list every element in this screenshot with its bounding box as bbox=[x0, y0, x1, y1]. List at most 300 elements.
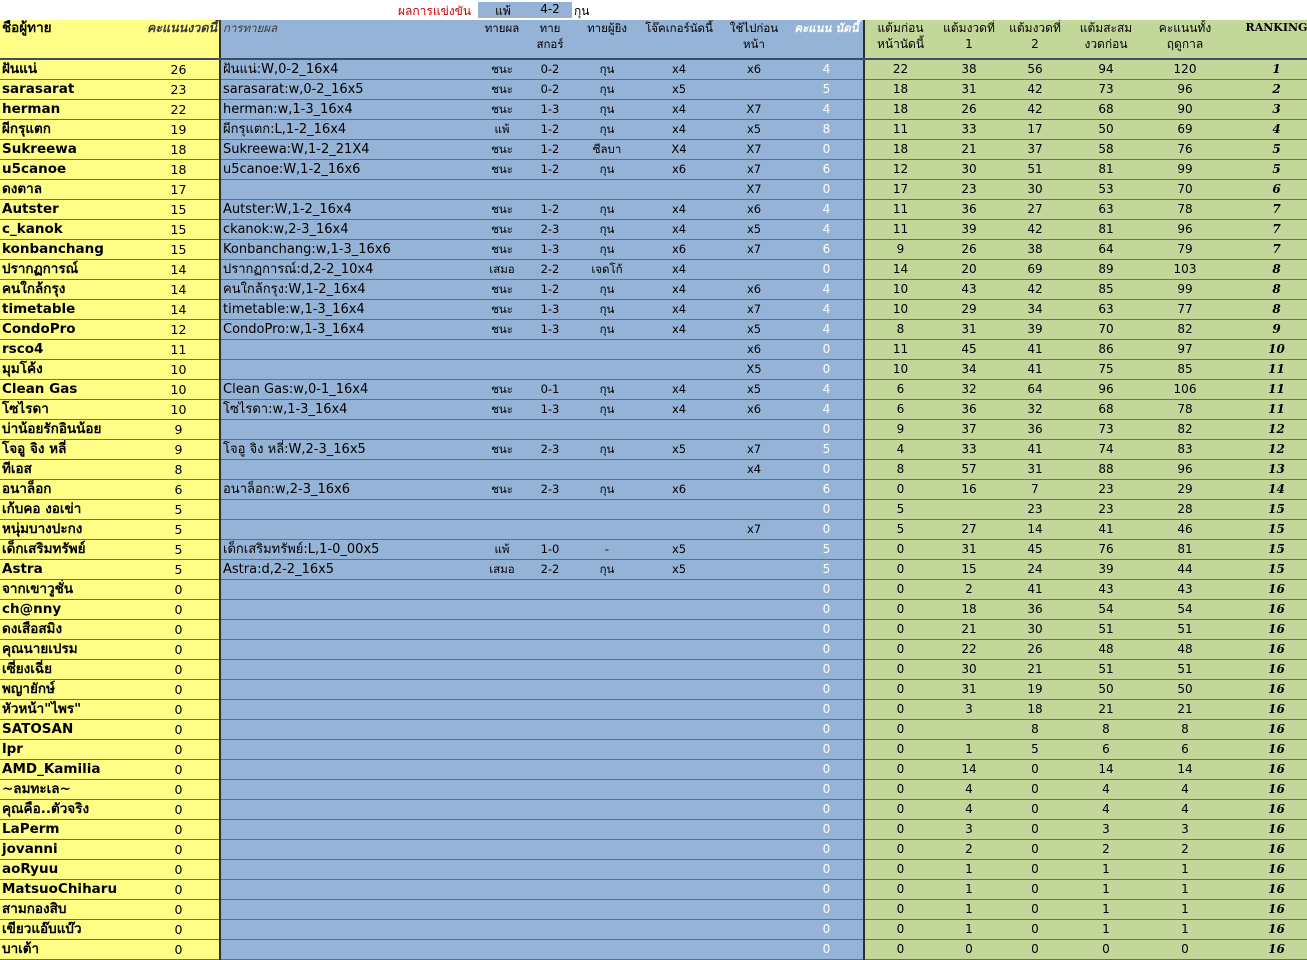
row-prediction[interactable]: คนใกล้กรุง:W,1-2_16x4 bbox=[220, 280, 478, 300]
row-name[interactable]: คุณคือ..ตัวจริง bbox=[0, 800, 138, 820]
row-points-today[interactable]: 4 bbox=[790, 100, 864, 120]
row-round1[interactable] bbox=[936, 720, 1002, 740]
row-joker-used[interactable] bbox=[718, 420, 790, 440]
row-points-today[interactable]: 0 bbox=[790, 500, 864, 520]
row-season[interactable]: 99 bbox=[1144, 160, 1226, 180]
row-guess-side[interactable]: ซีลบา bbox=[574, 140, 640, 160]
row-accum[interactable]: 51 bbox=[1068, 620, 1144, 640]
row-joker-used[interactable] bbox=[718, 560, 790, 580]
row-guess-result[interactable] bbox=[478, 760, 526, 780]
row-name[interactable]: หนุ่มบางปะกง bbox=[0, 520, 138, 540]
match-result-cell[interactable]: แพ้ bbox=[478, 2, 528, 18]
row-prediction[interactable]: Clean Gas:w,0-1_16x4 bbox=[220, 380, 478, 400]
row-round1[interactable]: 31 bbox=[936, 80, 1002, 100]
row-guess-result[interactable] bbox=[478, 800, 526, 820]
row-guess-side[interactable]: กุน bbox=[574, 380, 640, 400]
row-prediction[interactable]: sarasarat:w,0-2_16x5 bbox=[220, 80, 478, 100]
row-joker-today[interactable]: x4 bbox=[640, 400, 718, 420]
row-score[interactable]: 9 bbox=[138, 440, 220, 460]
row-points-today[interactable]: 0 bbox=[790, 140, 864, 160]
row-accum[interactable]: 58 bbox=[1068, 140, 1144, 160]
row-season[interactable]: 1 bbox=[1144, 920, 1226, 940]
row-round1[interactable]: 16 bbox=[936, 480, 1002, 500]
row-joker-used[interactable] bbox=[718, 920, 790, 940]
row-name[interactable]: ch@nny bbox=[0, 600, 138, 620]
row-round2[interactable]: 0 bbox=[1002, 840, 1068, 860]
header-name[interactable]: ชื่อผู้ทาย bbox=[0, 20, 138, 59]
row-name[interactable]: บ่าน้อยรักอินน้อย bbox=[0, 420, 138, 440]
row-joker-today[interactable] bbox=[640, 360, 718, 380]
row-round2[interactable]: 30 bbox=[1002, 180, 1068, 200]
row-guess-score[interactable]: 1-2 bbox=[526, 200, 574, 220]
row-score[interactable]: 0 bbox=[138, 800, 220, 820]
row-before[interactable]: 0 bbox=[864, 820, 936, 840]
row-before[interactable]: 0 bbox=[864, 640, 936, 660]
row-joker-used[interactable] bbox=[718, 840, 790, 860]
row-guess-score[interactable]: 1-2 bbox=[526, 160, 574, 180]
row-name[interactable]: เขียวแอ๊บแบ๊ว bbox=[0, 920, 138, 940]
row-season[interactable]: 1 bbox=[1144, 860, 1226, 880]
row-round2[interactable]: 42 bbox=[1002, 220, 1068, 240]
row-before[interactable]: 5 bbox=[864, 520, 936, 540]
row-guess-score[interactable] bbox=[526, 840, 574, 860]
row-guess-score[interactable]: 1-3 bbox=[526, 240, 574, 260]
row-round2[interactable]: 41 bbox=[1002, 340, 1068, 360]
row-before[interactable]: 0 bbox=[864, 580, 936, 600]
row-score[interactable]: 0 bbox=[138, 720, 220, 740]
row-prediction[interactable]: โจอู จิง หลี่:W,2-3_16x5 bbox=[220, 440, 478, 460]
row-joker-used[interactable] bbox=[718, 680, 790, 700]
row-score[interactable]: 23 bbox=[138, 80, 220, 100]
row-guess-result[interactable]: แพ้ bbox=[478, 540, 526, 560]
row-score[interactable]: 0 bbox=[138, 660, 220, 680]
row-prediction[interactable] bbox=[220, 940, 478, 960]
row-round1[interactable]: 31 bbox=[936, 320, 1002, 340]
row-guess-side[interactable] bbox=[574, 900, 640, 920]
row-points-today[interactable]: 0 bbox=[790, 880, 864, 900]
row-prediction[interactable]: ฝันแน่:W,0-2_16x4 bbox=[220, 59, 478, 80]
row-rank[interactable]: 16 bbox=[1226, 660, 1307, 680]
row-guess-side[interactable]: กุน bbox=[574, 100, 640, 120]
row-season[interactable]: 1 bbox=[1144, 900, 1226, 920]
row-joker-today[interactable]: x4 bbox=[640, 260, 718, 280]
row-joker-today[interactable] bbox=[640, 340, 718, 360]
row-guess-result[interactable] bbox=[478, 780, 526, 800]
row-round1[interactable]: 3 bbox=[936, 820, 1002, 840]
row-guess-result[interactable] bbox=[478, 580, 526, 600]
row-round1[interactable]: 2 bbox=[936, 840, 1002, 860]
row-name[interactable]: ผีกรุแตก bbox=[0, 120, 138, 140]
row-rank[interactable]: 11 bbox=[1226, 400, 1307, 420]
row-before[interactable]: 0 bbox=[864, 800, 936, 820]
row-guess-side[interactable] bbox=[574, 720, 640, 740]
row-guess-result[interactable]: ชนะ bbox=[478, 80, 526, 100]
row-round2[interactable]: 42 bbox=[1002, 80, 1068, 100]
row-prediction[interactable] bbox=[220, 340, 478, 360]
row-points-today[interactable]: 4 bbox=[790, 380, 864, 400]
row-guess-result[interactable] bbox=[478, 660, 526, 680]
row-guess-score[interactable]: 0-2 bbox=[526, 80, 574, 100]
row-guess-side[interactable] bbox=[574, 920, 640, 940]
row-season[interactable]: 106 bbox=[1144, 380, 1226, 400]
row-joker-today[interactable] bbox=[640, 720, 718, 740]
row-accum[interactable]: 94 bbox=[1068, 59, 1144, 80]
row-before[interactable]: 9 bbox=[864, 420, 936, 440]
row-score[interactable]: 0 bbox=[138, 700, 220, 720]
row-joker-used[interactable] bbox=[718, 860, 790, 880]
row-prediction[interactable]: เด็กเสริมทรัพย์:L,1-0_00x5 bbox=[220, 540, 478, 560]
row-score[interactable]: 15 bbox=[138, 200, 220, 220]
row-season[interactable]: 54 bbox=[1144, 600, 1226, 620]
row-accum[interactable]: 70 bbox=[1068, 320, 1144, 340]
row-name[interactable]: LaPerm bbox=[0, 820, 138, 840]
row-prediction[interactable]: CondoPro:w,1-3_16x4 bbox=[220, 320, 478, 340]
row-rank[interactable]: 16 bbox=[1226, 780, 1307, 800]
row-joker-today[interactable]: x4 bbox=[640, 100, 718, 120]
row-prediction[interactable]: ผีกรุแตก:L,1-2_16x4 bbox=[220, 120, 478, 140]
row-rank[interactable]: 15 bbox=[1226, 560, 1307, 580]
row-joker-today[interactable] bbox=[640, 180, 718, 200]
row-round2[interactable]: 19 bbox=[1002, 680, 1068, 700]
row-name[interactable]: c_kanok bbox=[0, 220, 138, 240]
row-joker-today[interactable]: x4 bbox=[640, 300, 718, 320]
header-joker-used[interactable]: ใช้ไปก่อนหน้า bbox=[718, 20, 790, 59]
row-guess-score[interactable]: 2-3 bbox=[526, 220, 574, 240]
row-guess-result[interactable] bbox=[478, 860, 526, 880]
row-season[interactable]: 83 bbox=[1144, 440, 1226, 460]
row-season[interactable]: 85 bbox=[1144, 360, 1226, 380]
row-guess-side[interactable]: กุน bbox=[574, 59, 640, 80]
row-rank[interactable]: 12 bbox=[1226, 420, 1307, 440]
match-score-cell[interactable]: 4-2 bbox=[528, 2, 572, 18]
row-joker-used[interactable] bbox=[718, 480, 790, 500]
row-score[interactable]: 0 bbox=[138, 740, 220, 760]
row-before[interactable]: 14 bbox=[864, 260, 936, 280]
row-joker-today[interactable] bbox=[640, 520, 718, 540]
row-season[interactable]: 96 bbox=[1144, 460, 1226, 480]
row-before[interactable]: 0 bbox=[864, 480, 936, 500]
row-points-today[interactable]: 0 bbox=[790, 680, 864, 700]
row-round1[interactable]: 38 bbox=[936, 59, 1002, 80]
row-score[interactable]: 14 bbox=[138, 280, 220, 300]
row-points-today[interactable]: 0 bbox=[790, 860, 864, 880]
row-guess-result[interactable]: ชนะ bbox=[478, 400, 526, 420]
row-season[interactable]: 90 bbox=[1144, 100, 1226, 120]
row-season[interactable]: 51 bbox=[1144, 620, 1226, 640]
row-round1[interactable]: 1 bbox=[936, 860, 1002, 880]
row-name[interactable]: เก้บคอ งอเข่า bbox=[0, 500, 138, 520]
row-joker-today[interactable]: x4 bbox=[640, 380, 718, 400]
row-round2[interactable]: 30 bbox=[1002, 620, 1068, 640]
row-rank[interactable]: 9 bbox=[1226, 320, 1307, 340]
row-guess-score[interactable]: 2-3 bbox=[526, 440, 574, 460]
row-points-today[interactable]: 0 bbox=[790, 180, 864, 200]
row-rank[interactable]: 12 bbox=[1226, 440, 1307, 460]
row-points-today[interactable]: 0 bbox=[790, 840, 864, 860]
row-joker-today[interactable] bbox=[640, 460, 718, 480]
row-round1[interactable]: 32 bbox=[936, 380, 1002, 400]
row-rank[interactable]: 16 bbox=[1226, 640, 1307, 660]
row-guess-score[interactable]: 1-0 bbox=[526, 540, 574, 560]
row-guess-result[interactable] bbox=[478, 420, 526, 440]
row-points-today[interactable]: 4 bbox=[790, 280, 864, 300]
row-before[interactable]: 0 bbox=[864, 600, 936, 620]
row-round2[interactable]: 31 bbox=[1002, 460, 1068, 480]
row-guess-score[interactable]: 2-3 bbox=[526, 480, 574, 500]
row-joker-used[interactable] bbox=[718, 700, 790, 720]
row-guess-result[interactable] bbox=[478, 720, 526, 740]
row-points-today[interactable]: 0 bbox=[790, 340, 864, 360]
row-joker-today[interactable] bbox=[640, 920, 718, 940]
row-round2[interactable]: 69 bbox=[1002, 260, 1068, 280]
row-guess-score[interactable] bbox=[526, 740, 574, 760]
row-before[interactable]: 18 bbox=[864, 100, 936, 120]
row-guess-side[interactable] bbox=[574, 600, 640, 620]
row-round1[interactable]: 1 bbox=[936, 740, 1002, 760]
row-guess-side[interactable]: กุน bbox=[574, 120, 640, 140]
row-season[interactable]: 78 bbox=[1144, 200, 1226, 220]
row-score[interactable]: 11 bbox=[138, 340, 220, 360]
row-guess-side[interactable]: กุน bbox=[574, 400, 640, 420]
row-rank[interactable]: 7 bbox=[1226, 220, 1307, 240]
row-guess-side[interactable]: กุน bbox=[574, 280, 640, 300]
row-guess-side[interactable] bbox=[574, 660, 640, 680]
row-score[interactable]: 0 bbox=[138, 780, 220, 800]
row-joker-today[interactable] bbox=[640, 680, 718, 700]
row-guess-score[interactable]: 2-2 bbox=[526, 560, 574, 580]
row-rank[interactable]: 16 bbox=[1226, 920, 1307, 940]
row-rank[interactable]: 16 bbox=[1226, 800, 1307, 820]
row-round2[interactable]: 41 bbox=[1002, 440, 1068, 460]
row-name[interactable]: หัวหน้า"ไพร" bbox=[0, 700, 138, 720]
row-guess-side[interactable]: กุน bbox=[574, 440, 640, 460]
row-accum[interactable]: 50 bbox=[1068, 120, 1144, 140]
row-season[interactable]: 69 bbox=[1144, 120, 1226, 140]
row-prediction[interactable] bbox=[220, 780, 478, 800]
row-round2[interactable]: 36 bbox=[1002, 600, 1068, 620]
row-points-today[interactable]: 0 bbox=[790, 820, 864, 840]
row-season[interactable]: 2 bbox=[1144, 840, 1226, 860]
row-before[interactable]: 0 bbox=[864, 920, 936, 940]
row-prediction[interactable] bbox=[220, 640, 478, 660]
row-rank[interactable]: 13 bbox=[1226, 460, 1307, 480]
row-joker-today[interactable] bbox=[640, 900, 718, 920]
row-before[interactable]: 8 bbox=[864, 320, 936, 340]
row-guess-side[interactable] bbox=[574, 420, 640, 440]
header-prediction[interactable]: การทายผล bbox=[220, 20, 478, 59]
row-guess-side[interactable] bbox=[574, 620, 640, 640]
row-name[interactable]: timetable bbox=[0, 300, 138, 320]
row-guess-result[interactable]: เสมอ bbox=[478, 260, 526, 280]
row-before[interactable]: 12 bbox=[864, 160, 936, 180]
row-guess-side[interactable] bbox=[574, 500, 640, 520]
row-round1[interactable]: 23 bbox=[936, 180, 1002, 200]
header-joker-today[interactable]: โจ๊คเกอร์นัดนี้ bbox=[640, 20, 718, 59]
row-joker-used[interactable]: x7 bbox=[718, 520, 790, 540]
header-round2[interactable]: แต้มงวดที่ 2 bbox=[1002, 20, 1068, 59]
row-season[interactable]: 81 bbox=[1144, 540, 1226, 560]
row-points-today[interactable]: 6 bbox=[790, 160, 864, 180]
row-joker-used[interactable] bbox=[718, 740, 790, 760]
row-round1[interactable]: 26 bbox=[936, 240, 1002, 260]
row-joker-today[interactable] bbox=[640, 760, 718, 780]
row-score[interactable]: 0 bbox=[138, 820, 220, 840]
row-round1[interactable]: 14 bbox=[936, 760, 1002, 780]
row-rank[interactable]: 2 bbox=[1226, 80, 1307, 100]
row-name[interactable]: Astra bbox=[0, 560, 138, 580]
row-joker-today[interactable] bbox=[640, 700, 718, 720]
row-guess-score[interactable] bbox=[526, 600, 574, 620]
row-accum[interactable]: 96 bbox=[1068, 380, 1144, 400]
row-joker-today[interactable]: x4 bbox=[640, 280, 718, 300]
row-joker-used[interactable] bbox=[718, 260, 790, 280]
row-guess-side[interactable] bbox=[574, 460, 640, 480]
row-accum[interactable]: 0 bbox=[1068, 940, 1144, 960]
row-guess-score[interactable] bbox=[526, 920, 574, 940]
row-guess-side[interactable]: กุน bbox=[574, 160, 640, 180]
row-prediction[interactable] bbox=[220, 500, 478, 520]
row-prediction[interactable] bbox=[220, 360, 478, 380]
row-rank[interactable]: 16 bbox=[1226, 600, 1307, 620]
row-round2[interactable]: 64 bbox=[1002, 380, 1068, 400]
row-points-today[interactable]: 0 bbox=[790, 720, 864, 740]
row-name[interactable]: ดงเสือสมิง bbox=[0, 620, 138, 640]
row-season[interactable]: 103 bbox=[1144, 260, 1226, 280]
row-score[interactable]: 0 bbox=[138, 640, 220, 660]
row-guess-side[interactable] bbox=[574, 640, 640, 660]
row-round2[interactable]: 0 bbox=[1002, 820, 1068, 840]
row-guess-result[interactable]: ชนะ bbox=[478, 140, 526, 160]
row-guess-score[interactable] bbox=[526, 780, 574, 800]
row-name[interactable]: Autster bbox=[0, 200, 138, 220]
row-rank[interactable]: 10 bbox=[1226, 340, 1307, 360]
row-guess-score[interactable] bbox=[526, 180, 574, 200]
row-guess-score[interactable] bbox=[526, 420, 574, 440]
row-rank[interactable]: 11 bbox=[1226, 360, 1307, 380]
row-prediction[interactable] bbox=[220, 920, 478, 940]
row-points-today[interactable]: 0 bbox=[790, 460, 864, 480]
row-accum[interactable]: 6 bbox=[1068, 740, 1144, 760]
row-guess-result[interactable] bbox=[478, 620, 526, 640]
row-name[interactable]: u5canoe bbox=[0, 160, 138, 180]
row-round1[interactable]: 1 bbox=[936, 880, 1002, 900]
row-season[interactable]: 78 bbox=[1144, 400, 1226, 420]
row-round1[interactable]: 27 bbox=[936, 520, 1002, 540]
row-guess-result[interactable]: ชนะ bbox=[478, 320, 526, 340]
row-score[interactable]: 0 bbox=[138, 940, 220, 960]
row-rank[interactable]: 15 bbox=[1226, 520, 1307, 540]
row-guess-side[interactable] bbox=[574, 880, 640, 900]
row-points-today[interactable]: 0 bbox=[790, 640, 864, 660]
row-before[interactable]: 0 bbox=[864, 880, 936, 900]
header-guess-score[interactable]: ทาย สกอร์ bbox=[526, 20, 574, 59]
row-round2[interactable]: 45 bbox=[1002, 540, 1068, 560]
row-joker-used[interactable]: x6 bbox=[718, 200, 790, 220]
row-points-today[interactable]: 0 bbox=[790, 760, 864, 780]
row-joker-used[interactable]: x5 bbox=[718, 320, 790, 340]
row-prediction[interactable] bbox=[220, 760, 478, 780]
row-round2[interactable]: 0 bbox=[1002, 880, 1068, 900]
row-season[interactable]: 0 bbox=[1144, 940, 1226, 960]
row-guess-side[interactable]: กุน bbox=[574, 240, 640, 260]
row-season[interactable]: 4 bbox=[1144, 780, 1226, 800]
row-round2[interactable]: 34 bbox=[1002, 300, 1068, 320]
row-guess-result[interactable] bbox=[478, 360, 526, 380]
row-points-today[interactable]: 5 bbox=[790, 80, 864, 100]
row-round1[interactable]: 4 bbox=[936, 800, 1002, 820]
row-points-today[interactable]: 4 bbox=[790, 320, 864, 340]
header-round1[interactable]: แต้มงวดที่ 1 bbox=[936, 20, 1002, 59]
row-rank[interactable]: 8 bbox=[1226, 260, 1307, 280]
row-name[interactable]: ทีเอส bbox=[0, 460, 138, 480]
row-prediction[interactable] bbox=[220, 820, 478, 840]
row-accum[interactable]: 3 bbox=[1068, 820, 1144, 840]
row-guess-score[interactable]: 1-2 bbox=[526, 120, 574, 140]
row-name[interactable]: rsco4 bbox=[0, 340, 138, 360]
row-season[interactable]: 14 bbox=[1144, 760, 1226, 780]
row-name[interactable]: konbanchang bbox=[0, 240, 138, 260]
row-joker-today[interactable] bbox=[640, 600, 718, 620]
row-guess-side[interactable] bbox=[574, 340, 640, 360]
row-rank[interactable]: 7 bbox=[1226, 240, 1307, 260]
row-guess-side[interactable]: กุน bbox=[574, 320, 640, 340]
row-prediction[interactable] bbox=[220, 420, 478, 440]
row-accum[interactable]: 2 bbox=[1068, 840, 1144, 860]
row-season[interactable]: 70 bbox=[1144, 180, 1226, 200]
row-guess-side[interactable] bbox=[574, 780, 640, 800]
row-accum[interactable]: 63 bbox=[1068, 200, 1144, 220]
row-joker-used[interactable]: X7 bbox=[718, 100, 790, 120]
row-rank[interactable]: 5 bbox=[1226, 160, 1307, 180]
row-joker-used[interactable] bbox=[718, 880, 790, 900]
row-points-today[interactable]: 0 bbox=[790, 700, 864, 720]
row-joker-used[interactable]: x7 bbox=[718, 240, 790, 260]
row-round2[interactable]: 21 bbox=[1002, 660, 1068, 680]
row-guess-side[interactable] bbox=[574, 940, 640, 960]
row-rank[interactable]: 16 bbox=[1226, 820, 1307, 840]
row-points-today[interactable]: 0 bbox=[790, 900, 864, 920]
row-joker-today[interactable]: x6 bbox=[640, 480, 718, 500]
row-score[interactable]: 26 bbox=[138, 59, 220, 80]
row-before[interactable]: 22 bbox=[864, 59, 936, 80]
row-points-today[interactable]: 5 bbox=[790, 440, 864, 460]
row-rank[interactable]: 16 bbox=[1226, 680, 1307, 700]
row-name[interactable]: Clean Gas bbox=[0, 380, 138, 400]
row-rank[interactable]: 3 bbox=[1226, 100, 1307, 120]
row-rank[interactable]: 16 bbox=[1226, 580, 1307, 600]
row-guess-result[interactable]: ชนะ bbox=[478, 300, 526, 320]
row-round1[interactable]: 36 bbox=[936, 200, 1002, 220]
row-guess-side[interactable] bbox=[574, 860, 640, 880]
row-points-today[interactable]: 4 bbox=[790, 400, 864, 420]
row-round2[interactable]: 36 bbox=[1002, 420, 1068, 440]
header-ranking[interactable]: RANKING bbox=[1226, 20, 1307, 59]
row-guess-result[interactable] bbox=[478, 340, 526, 360]
row-name[interactable]: เซี่ยงเฉี่ย bbox=[0, 660, 138, 680]
row-round2[interactable]: 0 bbox=[1002, 940, 1068, 960]
row-guess-side[interactable] bbox=[574, 840, 640, 860]
row-round1[interactable]: 22 bbox=[936, 640, 1002, 660]
row-before[interactable]: 0 bbox=[864, 720, 936, 740]
row-name[interactable]: sarasarat bbox=[0, 80, 138, 100]
row-accum[interactable]: 68 bbox=[1068, 100, 1144, 120]
row-guess-score[interactable] bbox=[526, 360, 574, 380]
row-prediction[interactable] bbox=[220, 840, 478, 860]
row-prediction[interactable]: โซไรดา:w,1-3_16x4 bbox=[220, 400, 478, 420]
row-joker-used[interactable]: x5 bbox=[718, 220, 790, 240]
row-joker-today[interactable] bbox=[640, 420, 718, 440]
row-guess-score[interactable] bbox=[526, 720, 574, 740]
